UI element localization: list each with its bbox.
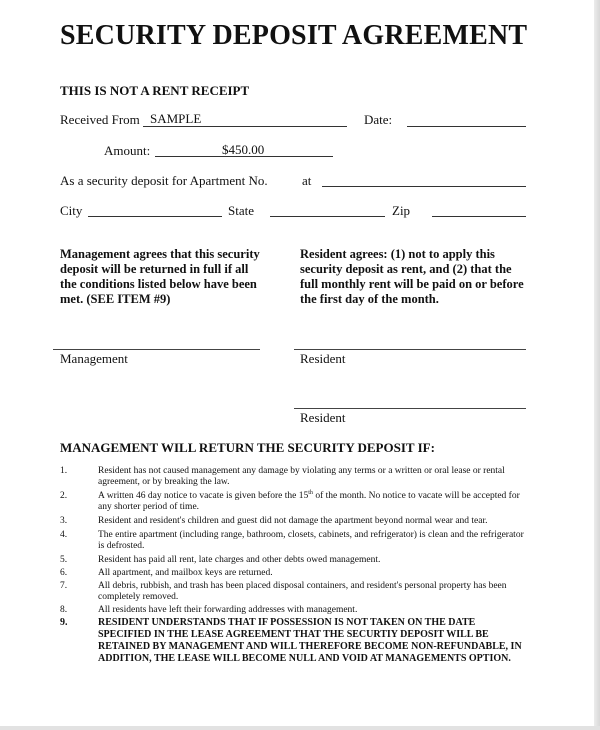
condition-item: 6. All apartment, and mailbox keys are returned. (60, 568, 273, 578)
resident-signature-line-2 (294, 408, 526, 409)
city-line (88, 216, 222, 217)
state-line (270, 216, 385, 217)
date-label: Date: (364, 112, 393, 127)
zip-label: Zip (392, 203, 411, 218)
apartment-address-line (322, 186, 526, 187)
condition-item: 8. All residents have left their forwarding addresses with management. (60, 605, 358, 615)
condition-item: 3. Resident and resident's children and guest did not damage the apartment beyond normal wear and tear. (60, 516, 488, 526)
amount-label: Amount: (104, 143, 151, 158)
condition-item: 5. Resident has paid all rent, late charges and other debts owed management. (60, 555, 381, 565)
resident-signature-line-1 (294, 349, 526, 350)
apartment-label: As a security deposit for Apartment No. (60, 173, 268, 188)
condition-item: 7. All debris, rubbish, and trash has been placed disposal containers, and resident's personal property has been completely removed. (60, 581, 507, 602)
conditions-list (60, 466, 530, 665)
condition-item: 1. Resident has not caused management any damage by violating any terms or a written or oral lease or rental agreement, or by breaking the law. (60, 466, 505, 487)
page-edge-bottom (0, 726, 600, 730)
condition-item-retention-clause: 9. RESIDENT UNDERSTANDS THAT IF POSSESSION IS NOT TAKEN ON THE DATE SPECIFIED IN THE LEASE AGREEMENT THAT THE SECURTIY DEPOSIT WILL BE RETAINED BY MANAGEMENT AND WILL THEREFORE BECOME NON-REFUNDABLE, IN ADDITION, THE LEASE WILL BECOME NULL AND VOID AT MANAGEMENTS OPTION. (60, 617, 522, 664)
city-label: City (60, 203, 83, 218)
at-label: at (302, 173, 312, 188)
management-agrees-paragraph: Management agrees that this security deposit will be returned in full if all the conditions listed below have been met. (SEE ITEM #9) (60, 247, 260, 306)
resident-agrees-paragraph: Resident agrees: (1) not to apply this security deposit as rent, and (2) that the full monthly rent will be paid on or before the first day of the month. (300, 247, 524, 306)
condition-item: 2. A written 46 day notice to vacate is given before the 15th of the month. No notice to vacate will be accepted for any shorter period of time. (60, 489, 520, 512)
document-title: SECURITY DEPOSIT AGREEMENT (60, 20, 528, 51)
amount-value: $450.00 (222, 142, 265, 157)
zip-line (432, 216, 526, 217)
not-rent-receipt-heading: THIS IS NOT A RENT RECEIPT (60, 83, 250, 98)
management-signature-label: Management (60, 351, 128, 366)
date-line (407, 126, 526, 127)
conditions-heading: MANAGEMENT WILL RETURN THE SECURITY DEPOSIT IF: (60, 440, 435, 455)
page-edge-right (594, 0, 600, 730)
state-label: State (228, 203, 254, 218)
received-from-value: SAMPLE (150, 111, 202, 126)
resident-signature-label-1: Resident (300, 351, 346, 366)
received-from-label: Received From (60, 112, 140, 127)
condition-item: 4. The entire apartment (including range, bathroom, closets, cabinets, and refrigerator) is clean and the refrigerator is defrosted. (60, 530, 524, 551)
management-signature-line (53, 349, 260, 350)
resident-signature-label-2: Resident (300, 410, 346, 425)
